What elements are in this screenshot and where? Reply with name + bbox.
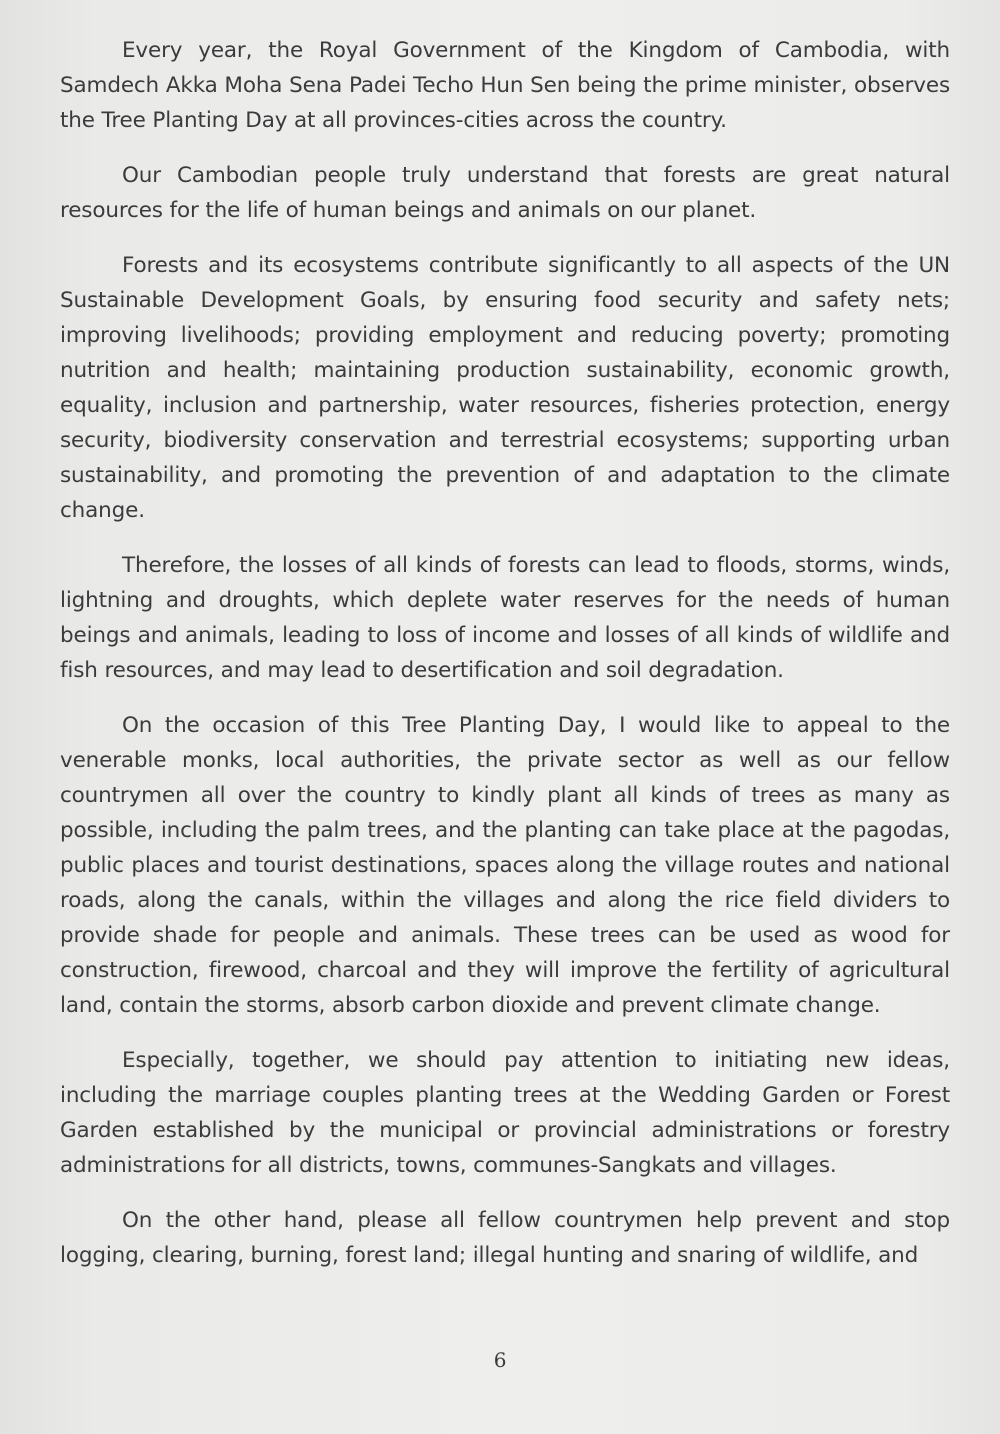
page-number: 6 [493,1348,507,1372]
paragraph-forests-resources: Our Cambodian people truly understand that forests are great natural resources for the life of human beings and animals on our planet. [60,163,950,223]
paragraph-prevent-logging: On the other hand, please all fellow countrymen help prevent and stop logging, clearing, burning, forest land; illegal hunting and snaring of wildlife, and [60,1208,950,1268]
paragraph-forest-losses: Therefore, the losses of all kinds of forests can lead to floods, storms, winds, lightning and droughts, which deplete water reserves for the needs of human beings and animals, leading to loss of income and losses of all kinds of wildlife and fish resources, and may lead to desertification and soil degradation. [60,553,950,683]
paragraph-appeal-planting: On the occasion of this Tree Planting Day, I would like to appeal to the venerable monks, local authorities, the private sector as well as our fellow countrymen all over the country to kindly plant all kinds of trees as many as possible, including the palm trees, and the planting can take place at the pagodas, public places and tourist destinations, spaces along the village routes and national roads, along the canals, within the villages and along the rice field dividers to provide shade for people and animals. These trees can be used as wood for construction, firewood, charcoal and they will improve the fertility of agricultural land, contain the storms, absorb carbon dioxide and prevent climate change. [60,713,950,1018]
paragraph-tree-planting-day: Every year, the Royal Government of the Kingdom of Cambodia, with Samdech Akka Moha Sena Padei Techo Hun Sen being the prime minister, observes the Tree Planting Day at all provinces-cities across the country. [60,38,950,133]
paragraph-sustainable-development: Forests and its ecosystems contribute significantly to all aspects of the UN Sustainable Development Goals, by ensuring food security and safety nets; improving livelihoods; providing employment and reducing poverty; promoting nutrition and health; maintaining production sustainability, economic growth, equality, inclusion and partnership, water resources, fisheries protection, energy security, biodiversity conservation and terrestrial ecosystems; supporting urban sustainability, and promoting the prevention of and adaptation to the climate change. [60,253,950,523]
document-body [60,33,950,1273]
paragraph-wedding-garden: Especially, together, we should pay attention to initiating new ideas, including the marriage couples planting trees at the Wedding Garden or Forest Garden established by the municipal or provincial administrations or forestry administrations for all districts, towns, communes-Sangkats and villages. [60,1048,950,1178]
